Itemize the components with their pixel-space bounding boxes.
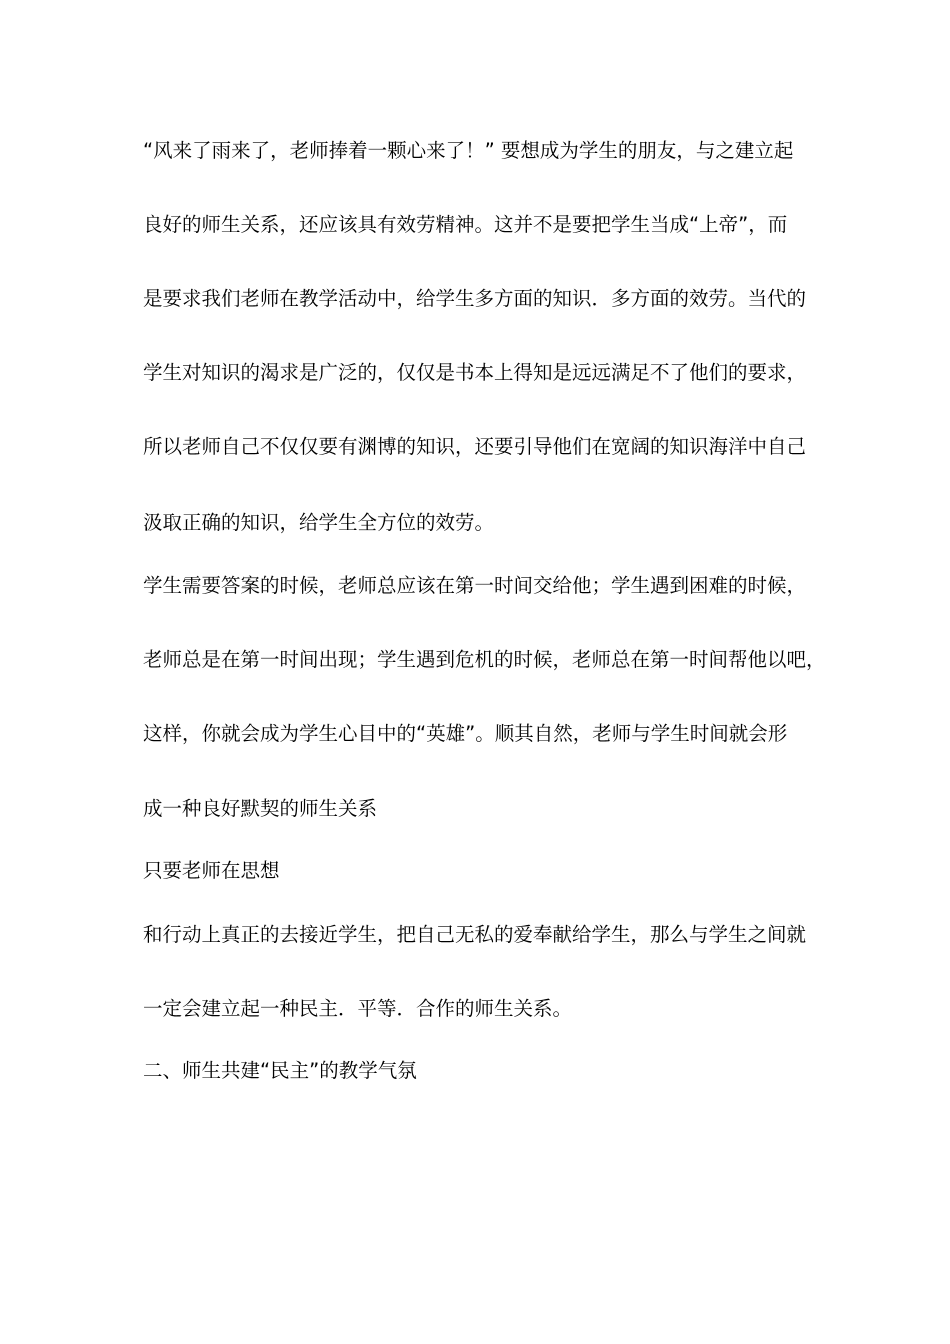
- paragraph-line: 老师总是在第一时间出现；学生遇到危机的时候，老师总在第一时间帮他以吧，: [143, 648, 826, 671]
- paragraph-line: 一定会建立起一种民主．平等．合作的师生关系。: [143, 997, 573, 1020]
- paragraph-line: 所以老师自己不仅仅要有渊博的知识，还要引导他们在宽阔的知识海洋中自己: [143, 435, 807, 458]
- paragraph-line: “风来了雨来了，老师捧着一颗心来了！” 要想成为学生的朋友，与之建立起: [143, 139, 794, 162]
- paragraph-line: 学生对知识的渴求是广泛的，仅仅是书本上得知是远远满足不了他们的要求，: [143, 361, 807, 384]
- paragraph-line: 只要老师在思想: [143, 859, 280, 882]
- paragraph-line: 汲取正确的知识，给学生全方位的效劳。: [143, 511, 495, 534]
- paragraph-line: 良好的师生关系，还应该具有效劳精神。这并不是要把学生当成“上帝”，而: [143, 213, 788, 236]
- paragraph-line: 是要求我们老师在教学活动中，给学生多方面的知识．多方面的效劳。当代的: [143, 287, 807, 310]
- paragraph-line: 学生需要答案的时候，老师总应该在第一时间交给他；学生遇到困难的时候，: [143, 574, 807, 597]
- section-heading: 二、师生共建“民主”的教学气氛: [143, 1059, 417, 1082]
- paragraph-line: 和行动上真正的去接近学生，把自己无私的爱奉献给学生，那么与学生之间就: [143, 923, 807, 946]
- paragraph-line: 这样，你就会成为学生心目中的“英雄”。顺其自然，老师与学生时间就会形: [143, 722, 788, 745]
- paragraph-line: 成一种良好默契的师生关系: [143, 797, 378, 820]
